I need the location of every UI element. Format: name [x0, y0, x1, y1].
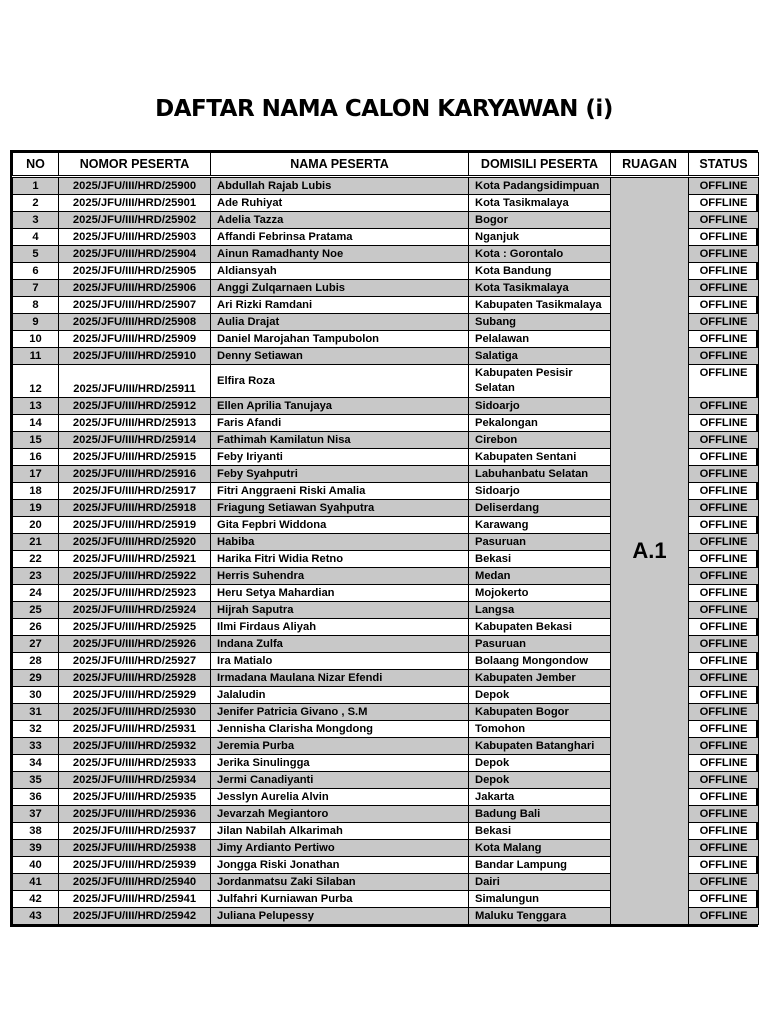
cell-no: 29	[13, 670, 59, 687]
cell-no: 33	[13, 738, 59, 755]
cell-nomor-peserta: 2025/JFU/III/HRD/25932	[59, 738, 211, 755]
cell-no: 27	[13, 636, 59, 653]
cell-domisili-peserta: Labuhanbatu Selatan	[469, 466, 611, 483]
cell-status: OFFLINE	[689, 704, 759, 721]
cell-status: OFFLINE	[689, 670, 759, 687]
cell-no: 15	[13, 432, 59, 449]
cell-domisili-peserta: Kabupaten Sentani	[469, 449, 611, 466]
cell-nomor-peserta: 2025/JFU/III/HRD/25907	[59, 297, 211, 314]
cell-nama-peserta: Jilan Nabilah Alkarimah	[211, 823, 469, 840]
cell-nomor-peserta: 2025/JFU/III/HRD/25901	[59, 195, 211, 212]
cell-domisili-peserta: Sidoarjo	[469, 483, 611, 500]
cell-no: 40	[13, 857, 59, 874]
cell-nomor-peserta: 2025/JFU/III/HRD/25918	[59, 500, 211, 517]
cell-status: OFFLINE	[689, 789, 759, 806]
cell-no: 19	[13, 500, 59, 517]
cell-status: OFFLINE	[689, 534, 759, 551]
header-status: STATUS	[689, 153, 759, 177]
cell-status: OFFLINE	[689, 246, 759, 263]
cell-nomor-peserta: 2025/JFU/III/HRD/25904	[59, 246, 211, 263]
cell-domisili-peserta: Kabupaten Batanghari	[469, 738, 611, 755]
cell-domisili-peserta: Sidoarjo	[469, 398, 611, 415]
cell-no: 43	[13, 908, 59, 925]
header-nama-peserta: NAMA PESERTA	[211, 153, 469, 177]
cell-no: 9	[13, 314, 59, 331]
cell-nomor-peserta: 2025/JFU/III/HRD/25912	[59, 398, 211, 415]
cell-domisili-peserta: Subang	[469, 314, 611, 331]
header-domisili-peserta: DOMISILI PESERTA	[469, 153, 611, 177]
cell-no: 23	[13, 568, 59, 585]
cell-nama-peserta: Indana Zulfa	[211, 636, 469, 653]
cell-no: 10	[13, 331, 59, 348]
cell-nomor-peserta: 2025/JFU/III/HRD/25921	[59, 551, 211, 568]
cell-nomor-peserta: 2025/JFU/III/HRD/25914	[59, 432, 211, 449]
cell-domisili-peserta: Pekalongan	[469, 415, 611, 432]
cell-domisili-peserta: Simalungun	[469, 891, 611, 908]
cell-domisili-peserta: Kota : Gorontalo	[469, 246, 611, 263]
cell-nama-peserta: Jevarzah Megiantoro	[211, 806, 469, 823]
cell-no: 13	[13, 398, 59, 415]
cell-status: OFFLINE	[689, 721, 759, 738]
cell-domisili-peserta: Kabupaten Tasikmalaya	[469, 297, 611, 314]
cell-domisili-peserta: Kota Bandung	[469, 263, 611, 280]
cell-nama-peserta: Adelia Tazza	[211, 212, 469, 229]
cell-nomor-peserta: 2025/JFU/III/HRD/25919	[59, 517, 211, 534]
cell-status: OFFLINE	[689, 687, 759, 704]
cell-nama-peserta: Ade Ruhiyat	[211, 195, 469, 212]
cell-nomor-peserta: 2025/JFU/III/HRD/25917	[59, 483, 211, 500]
table-body	[13, 177, 759, 925]
cell-status: OFFLINE	[689, 348, 759, 365]
cell-nama-peserta: Juliana Pelupessy	[211, 908, 469, 925]
cell-nama-peserta: Julfahri Kurniawan Purba	[211, 891, 469, 908]
cell-nama-peserta: Jimy Ardianto Pertiwo	[211, 840, 469, 857]
cell-no: 34	[13, 755, 59, 772]
cell-nomor-peserta: 2025/JFU/III/HRD/25900	[59, 177, 211, 195]
cell-nama-peserta: Denny Setiawan	[211, 348, 469, 365]
cell-nomor-peserta: 2025/JFU/III/HRD/25933	[59, 755, 211, 772]
cell-nomor-peserta: 2025/JFU/III/HRD/25925	[59, 619, 211, 636]
cell-nomor-peserta: 2025/JFU/III/HRD/25922	[59, 568, 211, 585]
cell-domisili-peserta: Kabupaten Jember	[469, 670, 611, 687]
cell-domisili-peserta: Mojokerto	[469, 585, 611, 602]
cell-nomor-peserta: 2025/JFU/III/HRD/25906	[59, 280, 211, 297]
cell-domisili-peserta: Langsa	[469, 602, 611, 619]
cell-status: OFFLINE	[689, 297, 759, 314]
cell-nomor-peserta: 2025/JFU/III/HRD/25924	[59, 602, 211, 619]
cell-nomor-peserta: 2025/JFU/III/HRD/25941	[59, 891, 211, 908]
cell-nama-peserta: Fitri Anggraeni Riski Amalia	[211, 483, 469, 500]
cell-nomor-peserta: 2025/JFU/III/HRD/25923	[59, 585, 211, 602]
cell-status: OFFLINE	[689, 517, 759, 534]
cell-status: OFFLINE	[689, 365, 759, 398]
cell-nomor-peserta: 2025/JFU/III/HRD/25905	[59, 263, 211, 280]
cell-status: OFFLINE	[689, 908, 759, 925]
cell-status: OFFLINE	[689, 585, 759, 602]
cell-no: 42	[13, 891, 59, 908]
cell-nomor-peserta: 2025/JFU/III/HRD/25936	[59, 806, 211, 823]
cell-nama-peserta: Jennisha Clarisha Mongdong	[211, 721, 469, 738]
cell-domisili-peserta: Kota Tasikmalaya	[469, 280, 611, 297]
cell-nama-peserta: Abdullah Rajab Lubis	[211, 177, 469, 195]
cell-no: 1	[13, 177, 59, 195]
cell-no: 8	[13, 297, 59, 314]
cell-status: OFFLINE	[689, 568, 759, 585]
cell-nomor-peserta: 2025/JFU/III/HRD/25913	[59, 415, 211, 432]
cell-nama-peserta: Ilmi Firdaus Aliyah	[211, 619, 469, 636]
cell-status: OFFLINE	[689, 314, 759, 331]
cell-nama-peserta: Anggi Zulqarnaen Lubis	[211, 280, 469, 297]
cell-status: OFFLINE	[689, 772, 759, 789]
cell-no: 3	[13, 212, 59, 229]
cell-nomor-peserta: 2025/JFU/III/HRD/25911	[59, 365, 211, 398]
cell-nomor-peserta: 2025/JFU/III/HRD/25939	[59, 857, 211, 874]
cell-no: 20	[13, 517, 59, 534]
cell-nama-peserta: Jalaludin	[211, 687, 469, 704]
cell-nomor-peserta: 2025/JFU/III/HRD/25938	[59, 840, 211, 857]
cell-domisili-peserta: Tomohon	[469, 721, 611, 738]
cell-nomor-peserta: 2025/JFU/III/HRD/25942	[59, 908, 211, 925]
participant-table	[12, 152, 759, 925]
cell-no: 31	[13, 704, 59, 721]
cell-status: OFFLINE	[689, 263, 759, 280]
cell-nama-peserta: Heru Setya Mahardian	[211, 585, 469, 602]
cell-nama-peserta: Fathimah Kamilatun Nisa	[211, 432, 469, 449]
cell-no: 26	[13, 619, 59, 636]
cell-no: 39	[13, 840, 59, 857]
cell-status: OFFLINE	[689, 415, 759, 432]
cell-nama-peserta: Irmadana Maulana Nizar Efendi	[211, 670, 469, 687]
cell-nama-peserta: Jeremia Purba	[211, 738, 469, 755]
cell-no: 30	[13, 687, 59, 704]
cell-status: OFFLINE	[689, 331, 759, 348]
cell-nomor-peserta: 2025/JFU/III/HRD/25931	[59, 721, 211, 738]
cell-no: 6	[13, 263, 59, 280]
cell-nama-peserta: Ainun Ramadhanty Noe	[211, 246, 469, 263]
cell-nama-peserta: Jordanmatsu Zaki Silaban	[211, 874, 469, 891]
cell-domisili-peserta: Kabupaten Pesisir Selatan	[469, 365, 611, 398]
cell-nama-peserta: Jesslyn Aurelia Alvin	[211, 789, 469, 806]
cell-domisili-peserta: Bogor	[469, 212, 611, 229]
cell-nama-peserta: Habiba	[211, 534, 469, 551]
cell-no: 41	[13, 874, 59, 891]
cell-nama-peserta: Faris Afandi	[211, 415, 469, 432]
cell-no: 12	[13, 365, 59, 398]
cell-nama-peserta: Feby Iriyanti	[211, 449, 469, 466]
cell-domisili-peserta: Depok	[469, 687, 611, 704]
cell-nomor-peserta: 2025/JFU/III/HRD/25935	[59, 789, 211, 806]
cell-nama-peserta: Harika Fitri Widia Retno	[211, 551, 469, 568]
cell-no: 21	[13, 534, 59, 551]
cell-nomor-peserta: 2025/JFU/III/HRD/25915	[59, 449, 211, 466]
cell-nomor-peserta: 2025/JFU/III/HRD/25934	[59, 772, 211, 789]
cell-no: 18	[13, 483, 59, 500]
cell-no: 36	[13, 789, 59, 806]
cell-domisili-peserta: Depok	[469, 755, 611, 772]
cell-status: OFFLINE	[689, 229, 759, 246]
cell-domisili-peserta: Kabupaten Bogor	[469, 704, 611, 721]
cell-status: OFFLINE	[689, 891, 759, 908]
cell-nama-peserta: Aulia Drajat	[211, 314, 469, 331]
cell-domisili-peserta: Kota Tasikmalaya	[469, 195, 611, 212]
cell-nama-peserta: Ari Rizki Ramdani	[211, 297, 469, 314]
cell-no: 35	[13, 772, 59, 789]
cell-domisili-peserta: Deliserdang	[469, 500, 611, 517]
cell-status: OFFLINE	[689, 398, 759, 415]
cell-domisili-peserta: Jakarta	[469, 789, 611, 806]
cell-nama-peserta: Jongga Riski Jonathan	[211, 857, 469, 874]
cell-nomor-peserta: 2025/JFU/III/HRD/25909	[59, 331, 211, 348]
cell-status: OFFLINE	[689, 857, 759, 874]
cell-domisili-peserta: Bekasi	[469, 551, 611, 568]
cell-no: 16	[13, 449, 59, 466]
cell-domisili-peserta: Karawang	[469, 517, 611, 534]
cell-nomor-peserta: 2025/JFU/III/HRD/25940	[59, 874, 211, 891]
cell-domisili-peserta: Kota Padangsidimpuan	[469, 177, 611, 195]
cell-status: OFFLINE	[689, 483, 759, 500]
cell-nomor-peserta: 2025/JFU/III/HRD/25926	[59, 636, 211, 653]
cell-nomor-peserta: 2025/JFU/III/HRD/25929	[59, 687, 211, 704]
header-nomor-peserta: NOMOR PESERTA	[59, 153, 211, 177]
cell-domisili-peserta: Bandar Lampung	[469, 857, 611, 874]
header-ruangan: RUAGAN	[611, 153, 689, 177]
cell-status: OFFLINE	[689, 840, 759, 857]
cell-no: 17	[13, 466, 59, 483]
cell-domisili-peserta: Pasuruan	[469, 534, 611, 551]
cell-nama-peserta: Feby Syahputri	[211, 466, 469, 483]
cell-status: OFFLINE	[689, 177, 759, 195]
cell-no: 37	[13, 806, 59, 823]
cell-domisili-peserta: Medan	[469, 568, 611, 585]
cell-status: OFFLINE	[689, 874, 759, 891]
cell-nomor-peserta: 2025/JFU/III/HRD/25902	[59, 212, 211, 229]
cell-domisili-peserta: Kota Malang	[469, 840, 611, 857]
cell-domisili-peserta: Pasuruan	[469, 636, 611, 653]
cell-no: 4	[13, 229, 59, 246]
cell-status: OFFLINE	[689, 466, 759, 483]
document-title: DAFTAR NAMA CALON KARYAWAN (i)	[155, 96, 613, 122]
cell-domisili-peserta: Nganjuk	[469, 229, 611, 246]
cell-nomor-peserta: 2025/JFU/III/HRD/25930	[59, 704, 211, 721]
cell-status: OFFLINE	[689, 195, 759, 212]
cell-status: OFFLINE	[689, 738, 759, 755]
cell-domisili-peserta: Dairi	[469, 874, 611, 891]
cell-status: OFFLINE	[689, 806, 759, 823]
cell-nomor-peserta: 2025/JFU/III/HRD/25903	[59, 229, 211, 246]
cell-nomor-peserta: 2025/JFU/III/HRD/25916	[59, 466, 211, 483]
cell-nama-peserta: Ira Matialo	[211, 653, 469, 670]
cell-domisili-peserta: Depok	[469, 772, 611, 789]
cell-nama-peserta: Affandi Febrinsa Pratama	[211, 229, 469, 246]
cell-status: OFFLINE	[689, 449, 759, 466]
cell-status: OFFLINE	[689, 280, 759, 297]
cell-domisili-peserta: Badung Bali	[469, 806, 611, 823]
cell-nama-peserta: Jerika Sinulingga	[211, 755, 469, 772]
cell-domisili-peserta: Salatiga	[469, 348, 611, 365]
cell-no: 24	[13, 585, 59, 602]
cell-domisili-peserta: Kabupaten Bekasi	[469, 619, 611, 636]
cell-nomor-peserta: 2025/JFU/III/HRD/25928	[59, 670, 211, 687]
table-row	[13, 177, 759, 195]
cell-no: 11	[13, 348, 59, 365]
cell-domisili-peserta: Bolaang Mongondow	[469, 653, 611, 670]
cell-no: 38	[13, 823, 59, 840]
cell-domisili-peserta: Bekasi	[469, 823, 611, 840]
cell-nama-peserta: Jermi Canadiyanti	[211, 772, 469, 789]
cell-nama-peserta: Hijrah Saputra	[211, 602, 469, 619]
cell-status: OFFLINE	[689, 551, 759, 568]
cell-no: 32	[13, 721, 59, 738]
participant-table-container	[10, 150, 758, 927]
cell-no: 2	[13, 195, 59, 212]
cell-nama-peserta: Ellen Aprilia Tanujaya	[211, 398, 469, 415]
cell-status: OFFLINE	[689, 619, 759, 636]
cell-nama-peserta: Gita Fepbri Widdona	[211, 517, 469, 534]
cell-nama-peserta: Elfira Roza	[211, 365, 469, 398]
cell-status: OFFLINE	[689, 823, 759, 840]
cell-status: OFFLINE	[689, 432, 759, 449]
cell-domisili-peserta: Pelalawan	[469, 331, 611, 348]
cell-status: OFFLINE	[689, 602, 759, 619]
cell-nama-peserta: Aldiansyah	[211, 263, 469, 280]
cell-no: 25	[13, 602, 59, 619]
cell-nomor-peserta: 2025/JFU/III/HRD/25910	[59, 348, 211, 365]
header-no: NO	[13, 153, 59, 177]
cell-no: 14	[13, 415, 59, 432]
cell-nama-peserta: Friagung Setiawan Syahputra	[211, 500, 469, 517]
cell-status: OFFLINE	[689, 653, 759, 670]
cell-nomor-peserta: 2025/JFU/III/HRD/25937	[59, 823, 211, 840]
cell-nama-peserta: Daniel Marojahan Tampubolon	[211, 331, 469, 348]
cell-no: 28	[13, 653, 59, 670]
cell-status: OFFLINE	[689, 755, 759, 772]
cell-no: 7	[13, 280, 59, 297]
cell-nama-peserta: Herris Suhendra	[211, 568, 469, 585]
cell-domisili-peserta: Maluku Tenggara	[469, 908, 611, 925]
cell-no: 22	[13, 551, 59, 568]
cell-nomor-peserta: 2025/JFU/III/HRD/25908	[59, 314, 211, 331]
cell-ruangan: A.1	[611, 177, 689, 925]
table-header-row	[13, 153, 759, 177]
cell-no: 5	[13, 246, 59, 263]
cell-status: OFFLINE	[689, 500, 759, 517]
cell-domisili-peserta: Cirebon	[469, 432, 611, 449]
cell-status: OFFLINE	[689, 212, 759, 229]
cell-status: OFFLINE	[689, 636, 759, 653]
cell-nama-peserta: Jenifer Patricia Givano , S.M	[211, 704, 469, 721]
cell-nomor-peserta: 2025/JFU/III/HRD/25927	[59, 653, 211, 670]
cell-nomor-peserta: 2025/JFU/III/HRD/25920	[59, 534, 211, 551]
